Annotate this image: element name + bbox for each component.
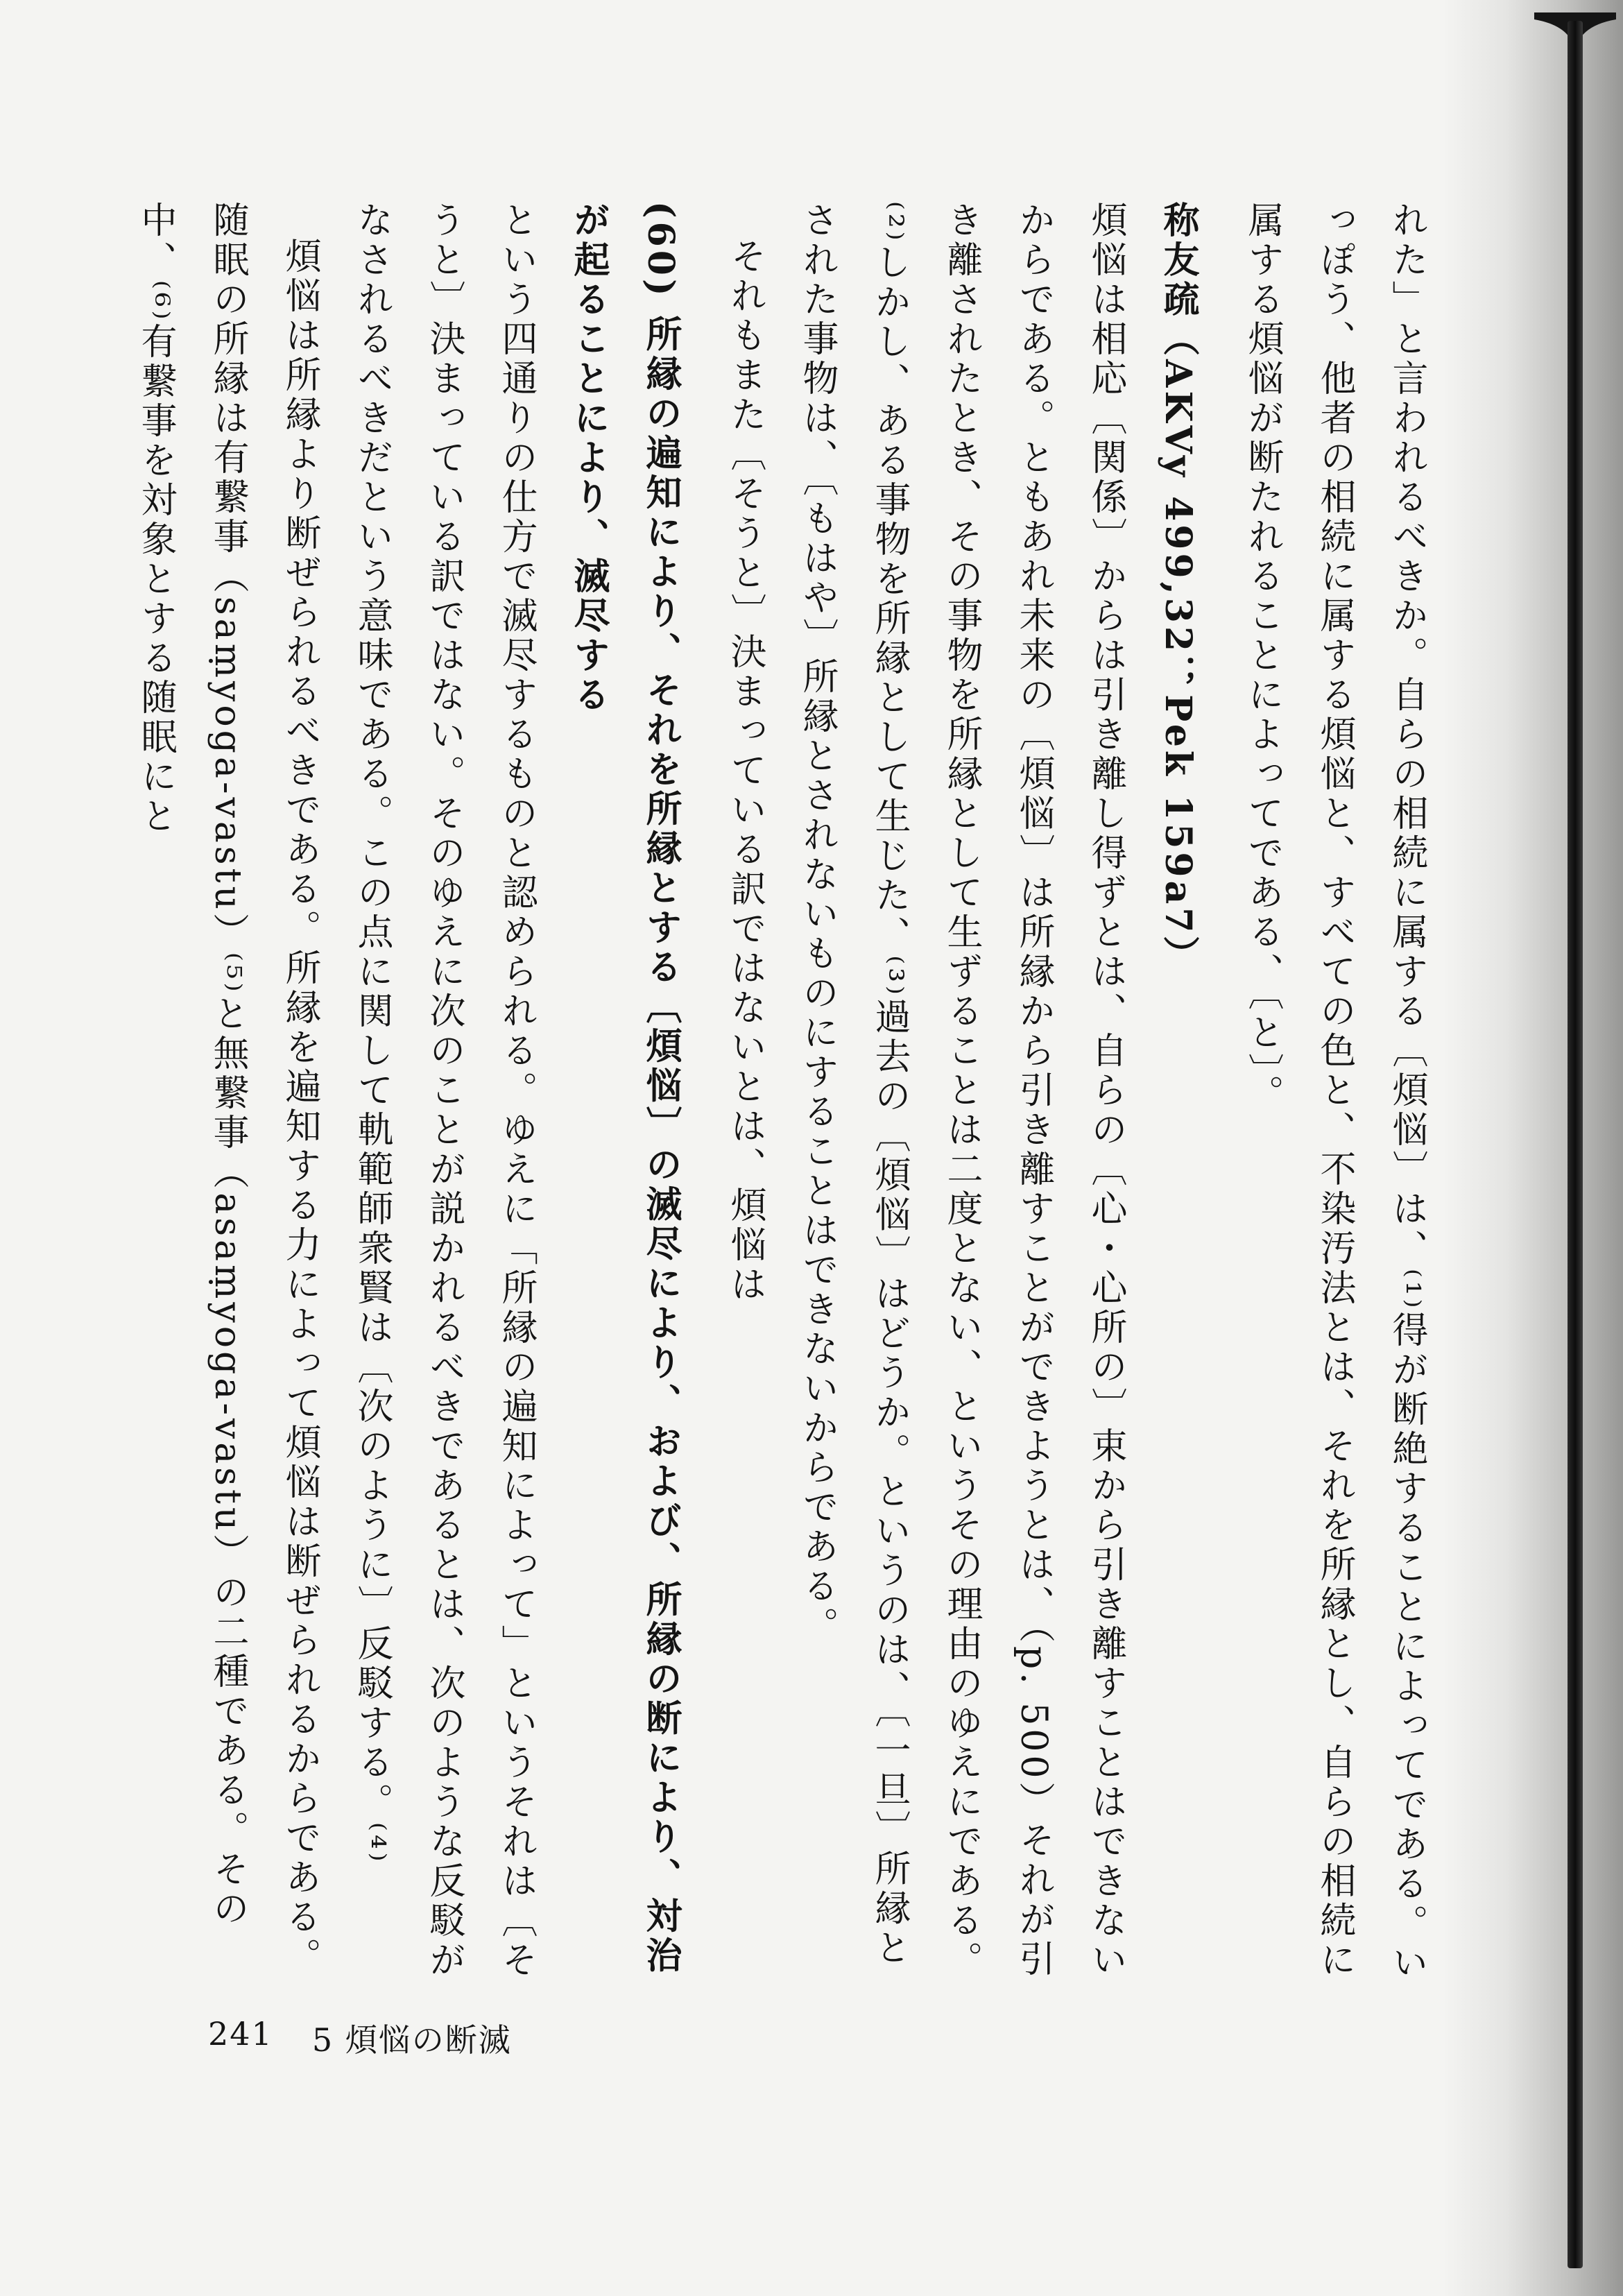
paragraph-2: 煩悩は相応〔関係〕からは引き離し得ずとは、自らの〔心・心所の〕束から引き離すことはできないからである。ともあれ未来の〔煩悩〕は所縁から引き離すことができようとは、（p. 500）それが引き離されたとき、その事物を所縁として生ずることは二度とない、というその理由のゆえにである。⁽²⁾しかし、ある事物を所縁として生じた、⁽³⁾過去の〔煩悩〕はどうか。というのは、〔一旦〕所縁とされた事物は、〔もはや〕所縁とされないものにすることはできないからである。: [796, 201, 1126, 1980]
chapter-title: 5 煩悩の断滅: [311, 2021, 512, 2059]
binding-shadow: [1443, 0, 1623, 2296]
page-number: 241: [208, 2015, 273, 2053]
vertical-text-body: [97, 201, 1443, 1984]
page-footer: [208, 2015, 512, 2061]
section-heading-commentary: 称友疏（AKVy 499,32；Pek 159a7）: [1157, 201, 1199, 976]
paragraph-4: という四通りの仕方で滅尽するものと認められる。ゆえに「所縁の遍知によって」というそれは〔そうと〕決まっている訳ではない。そのゆえに次のことが説かれるべきであるとは、次のような反駁がなされるべきだという意味である。この点に関して軌範師衆賢は〔次のように〕反駁する。⁽⁴⁾: [351, 201, 537, 1980]
book-spine: [1568, 21, 1583, 2268]
verse-heading-60: (60) 所縁の遍知により、それを所縁とする〔煩悩〕の滅尽により、および、所縁の断により、対治が起ることにより、滅尽する: [567, 201, 682, 1976]
paragraph-3: それもまた〔そうと〕決まっている訳ではないとは、煩悩は: [724, 237, 766, 1305]
paragraph-5: 煩悩は所縁より断ぜられるべきである。所縁を遍知する力によって煩悩は断ぜられるからである。随眠の所縁は有繋事（saṃyoga-vastu）⁽⁵⁾と無繋事（asaṃyoga-vastu）の二種である。その中、⁽⁶⁾有繋事を対象とする随眠にと: [135, 201, 320, 1977]
paragraph-1: れた」と言われるべきか。自らの相続に属する〔煩悩〕は、⁽¹⁾得が断絶することによってである。いっぽう、他者の相続に属する煩悩と、すべての色と、不染汚法とは、それを所縁とし、自らの相続に属する煩悩が断たれることによってである、〔と〕。: [1242, 201, 1427, 1984]
